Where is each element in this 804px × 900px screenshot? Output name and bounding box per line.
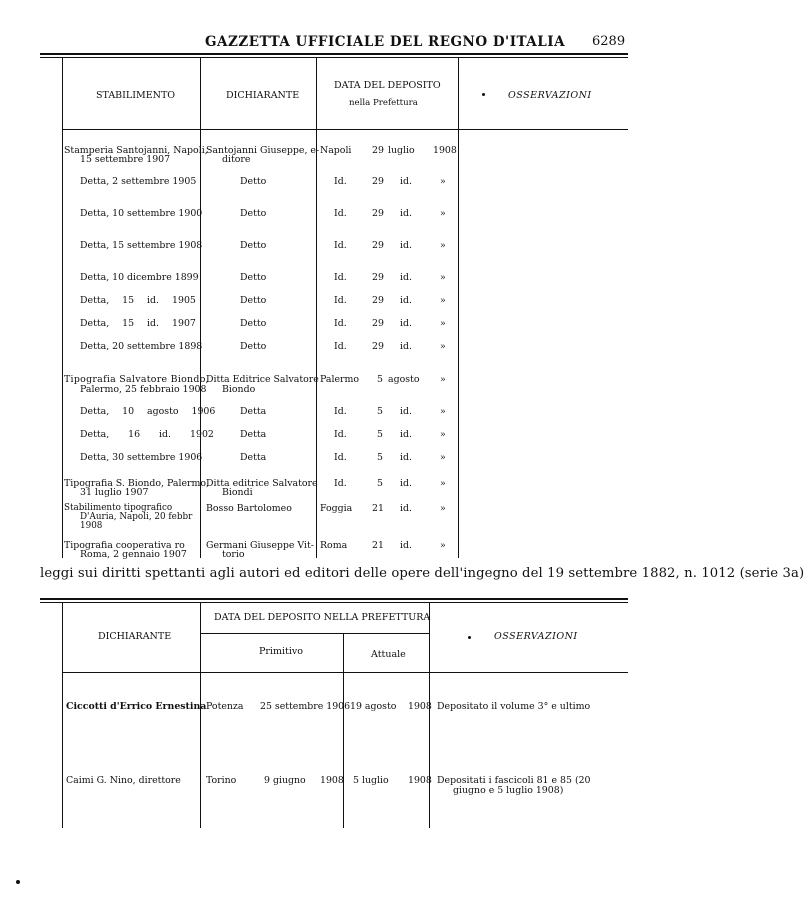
page-number: 6289 [592, 34, 626, 49]
col-header-data-deposito-prefettura: DATA DEL DEPOSITO NELLA PREFETTURA [214, 612, 431, 623]
margin-mark [16, 880, 20, 884]
col-header-dichiarante: DICHIARANTE [98, 631, 172, 642]
col-header-osservazioni: OSSERVAZIONI [494, 631, 578, 642]
caption-text: leggi sui diritti spettanti agli autori ed editori delle opere dell'ingegno del 19 settembre 1882, n. 1012 (serie 3a) [40, 566, 804, 581]
dichiarante-cell: Caimi G. Nino, direttore [66, 775, 181, 786]
stabilimento-cell: Stamperia Santojanni, Napoli, [64, 145, 208, 156]
table2-top-rule [40, 598, 628, 600]
header-rule-thin [40, 57, 628, 58]
col-header-attuale: Attuale [371, 649, 406, 660]
dichiarante-cell: Santojanni Giuseppe, e- [206, 145, 320, 156]
col-header-dichiarante: DICHIARANTE [226, 90, 300, 101]
header-rule [40, 53, 628, 55]
col-header-osservazioni: OSSERVAZIONI [508, 90, 592, 101]
col-header-stabilimento: STABILIMENTO [96, 90, 176, 101]
col-header-primitivo: Primitivo [259, 646, 303, 657]
col-header-prefettura: nella Prefettura [349, 98, 418, 108]
col-header-data-deposito: DATA DEL DEPOSITO [334, 80, 441, 91]
dichiarante-cell: Ciccotti d'Errico Ernestina [66, 701, 207, 712]
page-title: GAZZETTA UFFICIALE DEL REGNO D'ITALIA [205, 34, 566, 50]
